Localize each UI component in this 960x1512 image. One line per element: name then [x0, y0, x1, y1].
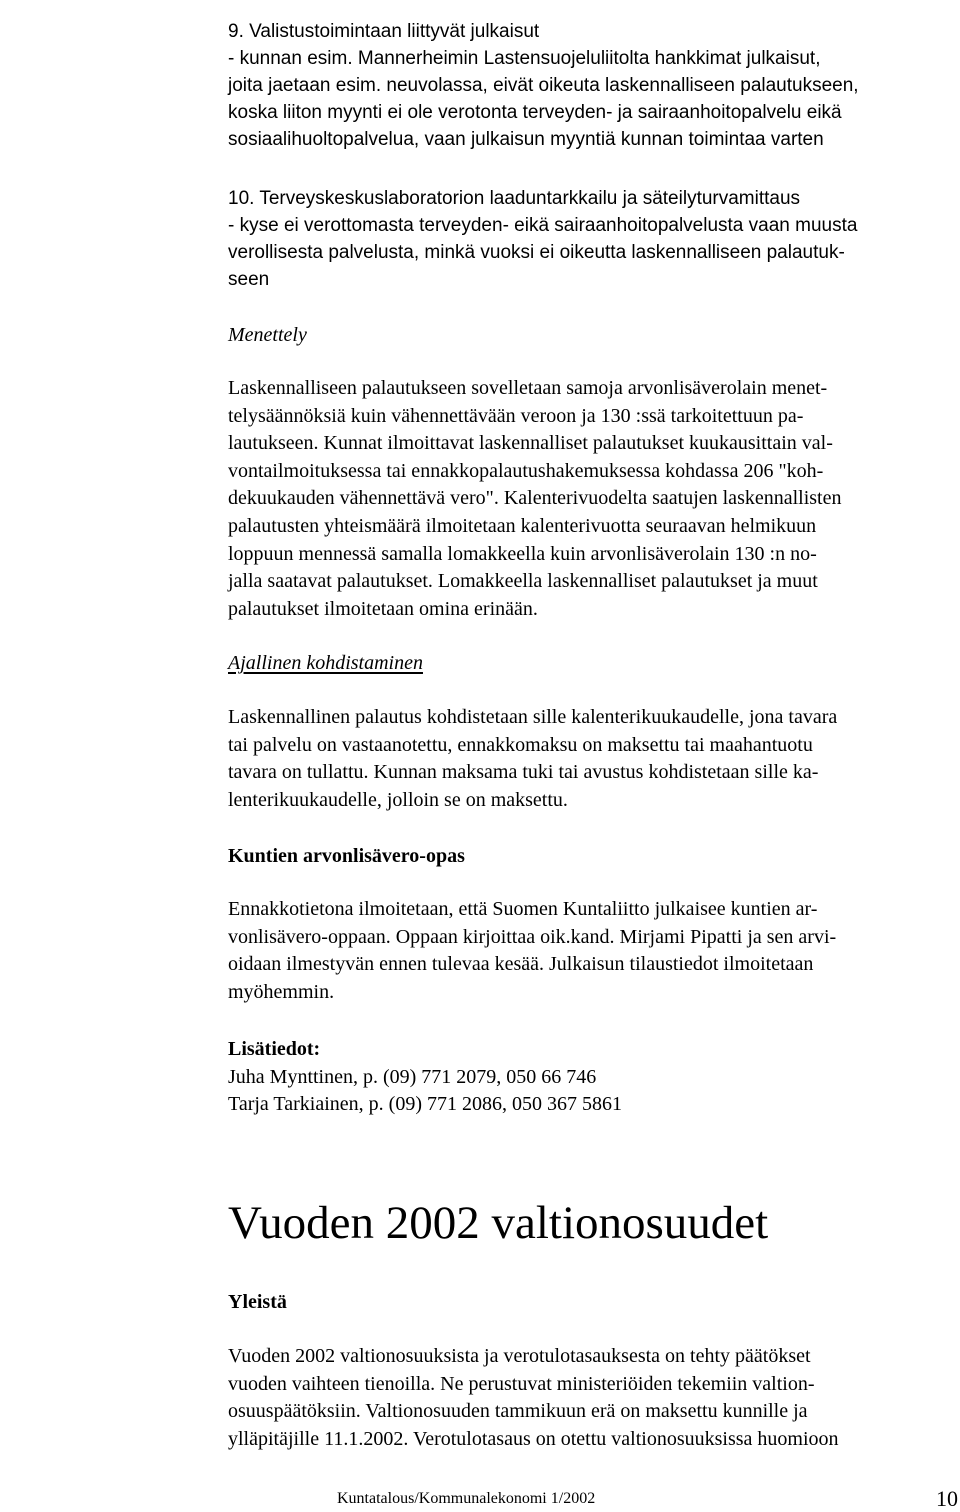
paragraph-line: dekuukauden vähennettävä vero". Kalenterivuodelta saatujen laskennallisten	[228, 487, 842, 510]
paragraph-line: Ennakkotietona ilmoitetaan, että Suomen Kuntaliitto julkaisee kuntien ar-	[228, 898, 818, 920]
page-number: 10	[936, 1486, 958, 1511]
section-9-line: koska liiton myynti ei ole verotonta terveyden- ja sairaanhoitopalvelu eikä	[228, 102, 842, 123]
section-9-line: joita jaetaan esim. neuvolassa, eivät oikeuta laskennalliseen palautukseen,	[228, 75, 859, 96]
paragraph-line: oidaan ilmestyvän ennen tulevaa kesää. Julkaisun tilaustiedot ilmoitetaan	[228, 953, 814, 976]
ajallinen-paragraph	[228, 704, 958, 814]
paragraph-line: vonlisävero-oppaan. Oppaan kirjoittaa oik.kand. Mirjami Pipatti ja sen arvi-	[228, 925, 837, 948]
contact-line: Tarja Tarkiainen, p. (09) 771 2086, 050 367 5861	[228, 1093, 622, 1116]
paragraph-line: palautukset ilmoitetaan omina erinään.	[228, 597, 538, 620]
paragraph-line: osuuspäätöksiin. Valtionosuuden tammikuun erä on maksettu kunnille ja	[228, 1400, 808, 1423]
contact-heading: Lisätiedot:	[228, 1038, 321, 1060]
section-10-line: - kyse ei verottomasta terveyden- eikä sairaanhoitopalvelusta vaan muusta	[228, 215, 858, 236]
section-9-line: - kunnan esim. Mannerheimin Lastensuojeluliitolta hankkimat julkaisut,	[228, 48, 821, 69]
yleista-paragraph	[228, 1343, 958, 1453]
section-9	[228, 18, 958, 153]
opas-paragraph	[228, 896, 958, 1006]
section-9-heading: 9. Valistustoimintaan liittyvät julkaisut	[228, 21, 540, 42]
section-9-line: sosiaalihuoltopalvelua, vaan julkaisun myyntiä kunnan toimintaa varten	[228, 129, 824, 150]
paragraph-line: jalla saatavat palautukset. Lomakkeella laskennalliset palautukset ja muut	[228, 570, 818, 593]
paragraph-line: ylläpitäjille 11.1.2002. Verotulotasaus on otettu valtionosuuksissa huomioon	[228, 1427, 839, 1450]
opas-heading: Kuntien arvonlisävero-opas	[228, 845, 465, 867]
paragraph-line: Vuoden 2002 valtionosuuksista ja verotulotasauksesta on tehty päätökset	[228, 1345, 811, 1367]
paragraph-line: lenterikuukaudelle, jolloin se on maksettu.	[228, 788, 568, 811]
section-10-heading: 10. Terveyskeskuslaboratorion laaduntarkkailu ja säteilyturvamittaus	[228, 188, 801, 209]
menettely-paragraph	[228, 375, 958, 623]
paragraph-line: loppuun mennessä samalla lomakkeella kuin arvonlisäverolain 130 :n no-	[228, 542, 817, 565]
contact-info	[228, 1036, 958, 1119]
article-title: Vuoden 2002 valtionosuudet	[228, 1197, 769, 1249]
paragraph-line: vontailmoituksessa tai ennakkopalautushakemuksessa kohdassa 206 "koh-	[228, 459, 824, 482]
footer-publication: Kuntatalous/Kommunalekonomi 1/2002	[337, 1490, 596, 1507]
paragraph-line: lautukseen. Kunnat ilmoittavat laskennalliset palautukset kuukausittain val-	[228, 432, 833, 455]
paragraph-line: vuoden vaihteen tienoilla. Ne perustuvat ministeriöiden tekemiin valtion-	[228, 1372, 815, 1395]
paragraph-line: tai palvelu on vastaanotettu, ennakkomaksu on maksettu tai maahantuotu	[228, 733, 813, 756]
paragraph-line: palautusten yhteismäärä ilmoitetaan kalenterivuotta seuraavan helmikuun	[228, 514, 817, 537]
paragraph-line: telysäännöksiä kuin vähennettävään veroon ja 130 :ssä tarkoitettuun pa-	[228, 404, 804, 427]
paragraph-line: Laskennallinen palautus kohdistetaan sille kalenterikuukaudelle, jona tavara	[228, 706, 838, 728]
section-10-line: verollisesta palvelusta, minkä vuoksi ei oikeutta laskennalliseen palautuk-	[228, 242, 845, 263]
paragraph-line: myöhemmin.	[228, 980, 335, 1003]
paragraph-line: Laskennalliseen palautukseen sovelletaan samoja arvonlisäverolain menet-	[228, 377, 828, 399]
contact-line: Juha Mynttinen, p. (09) 771 2079, 050 66 746	[228, 1065, 597, 1088]
menettely-heading: Menettely	[228, 324, 307, 346]
ajallinen-heading: Ajallinen kohdistaminen	[228, 652, 423, 674]
section-10	[228, 185, 958, 293]
paragraph-line: tavara on tullattu. Kunnan maksama tuki tai avustus kohdistetaan sille ka-	[228, 761, 819, 784]
section-10-line: seen	[228, 269, 270, 290]
yleista-heading: Yleistä	[228, 1291, 287, 1313]
